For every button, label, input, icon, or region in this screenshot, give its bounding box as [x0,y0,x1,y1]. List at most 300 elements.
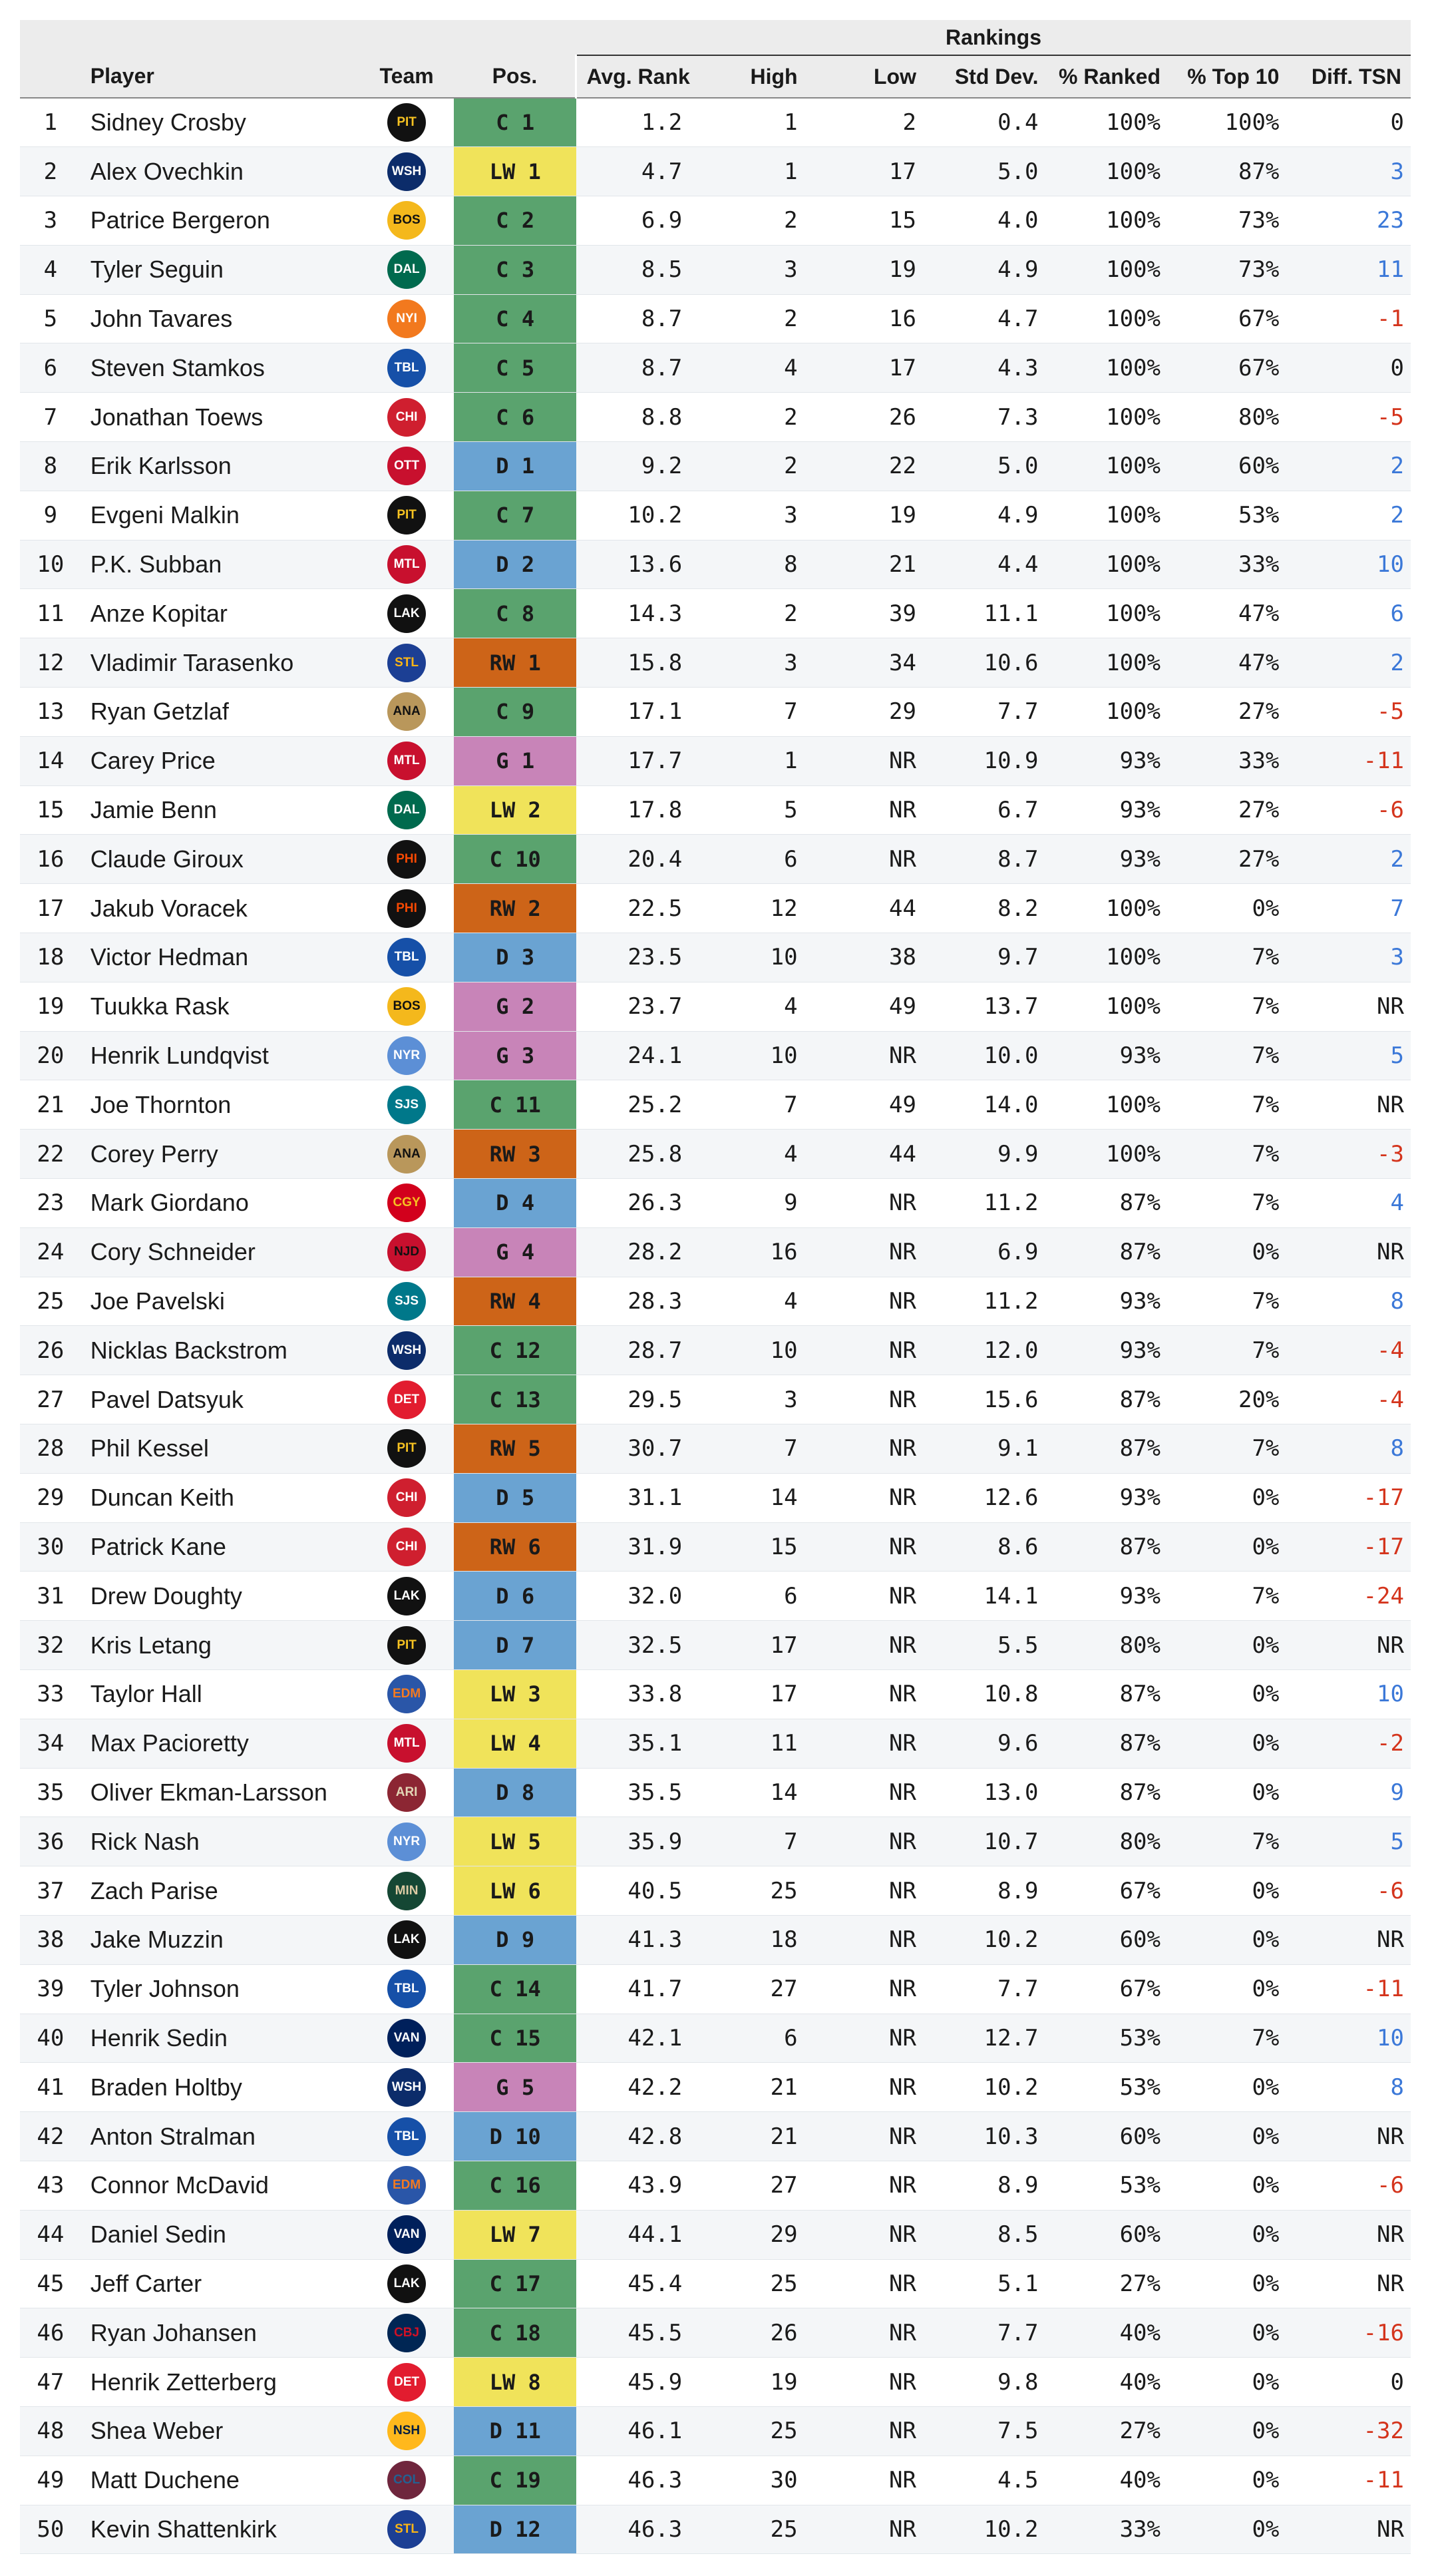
rank-cell: 21 [20,1080,81,1130]
pct-top10-value: 7% [1170,1572,1288,1621]
pct-ranked-value: 40% [1047,2456,1170,2505]
low-value: 17 [807,343,926,393]
table-body [20,98,1411,2554]
shark-logo-icon: SJS [387,1282,426,1321]
team-cell [359,1572,454,1621]
high-value: 4 [691,982,806,1031]
table-row [20,343,1411,393]
orca-logo-icon: VAN [387,2019,426,2057]
position-badge: C 12 [454,1326,576,1375]
col-header-diff-tsn: Diff. TSN [1288,55,1411,98]
position-badge: D 1 [454,442,576,491]
rank-cell: 23 [20,1179,81,1228]
pct-ranked-value: 93% [1047,1473,1170,1522]
player-name: Henrik Zetterberg [81,2358,359,2407]
std-dev-value: 5.5 [926,1621,1048,1670]
player-name: Jake Muzzin [81,1915,359,1964]
diff-tsn-value: 5 [1288,1031,1411,1080]
diff-tsn-value: 3 [1288,933,1411,982]
low-value: 2 [807,98,926,147]
avg-rank-value: 6.9 [576,196,691,246]
low-value: NR [807,1473,926,1522]
lightning-bolt-logo-icon: TBL [387,938,426,976]
diff-tsn-value: -2 [1288,1719,1411,1768]
diff-tsn-value: -11 [1288,1964,1411,2014]
team-cell [359,2210,454,2259]
col-header-rank [20,55,81,98]
team-cell [359,785,454,835]
avg-rank-value: 31.9 [576,1522,691,1572]
player-name: Ryan Johansen [81,2308,359,2358]
rank-cell: 4 [20,245,81,294]
diff-tsn-value: 23 [1288,196,1411,246]
player-name: Steven Stamkos [81,343,359,393]
high-value: 4 [691,1277,806,1326]
high-value: 1 [691,147,806,196]
pct-top10-value: 0% [1170,2063,1288,2112]
kings-crown-logo-icon: LAK [387,2264,426,2303]
team-cell [359,1227,454,1277]
team-cell [359,835,454,884]
diff-tsn-value: -6 [1288,1866,1411,1916]
team-cell [359,688,454,737]
table-row [20,491,1411,540]
table-row [20,1719,1411,1768]
avg-rank-value: 23.7 [576,982,691,1031]
table-row [20,884,1411,933]
rank-cell: 34 [20,1719,81,1768]
player-name: Tyler Johnson [81,1964,359,2014]
pct-ranked-value: 100% [1047,688,1170,737]
avg-rank-value: 32.0 [576,1572,691,1621]
player-name: Henrik Lundqvist [81,1031,359,1080]
player-name: P.K. Subban [81,540,359,589]
diff-tsn-value: NR [1288,2259,1411,2308]
low-value: NR [807,1866,926,1916]
diff-tsn-value: NR [1288,1080,1411,1130]
position-badge: C 14 [454,1964,576,2014]
pct-ranked-value: 100% [1047,294,1170,343]
position-badge: G 5 [454,2063,576,2112]
position-badge: C 16 [454,2161,576,2210]
table-row [20,1424,1411,1474]
eagle-logo-icon: WSH [387,152,426,191]
table-row [20,589,1411,638]
pct-top10-value: 33% [1170,540,1288,589]
high-value: 2 [691,196,806,246]
std-dev-value: 8.2 [926,884,1048,933]
position-badge: C 18 [454,2308,576,2358]
position-badge: RW 1 [454,638,576,688]
std-dev-value: 10.2 [926,2063,1048,2112]
table-row [20,1522,1411,1572]
table-row [20,2358,1411,2407]
team-cell [359,1964,454,2014]
avg-rank-value: 8.7 [576,294,691,343]
std-dev-value: 12.7 [926,2014,1048,2063]
header-group-spacer [20,20,576,55]
avg-rank-value: 20.4 [576,835,691,884]
table-row [20,1915,1411,1964]
blackhawk-head-logo-icon: CHI [387,398,426,437]
diff-tsn-value: 11 [1288,245,1411,294]
std-dev-value: 4.4 [926,540,1048,589]
low-value: NR [807,1964,926,2014]
shark-logo-icon: SJS [387,1086,426,1124]
position-badge: C 7 [454,491,576,540]
position-badge: LW 2 [454,785,576,835]
std-dev-value: 8.6 [926,1522,1048,1572]
player-name: Nicklas Backstrom [81,1326,359,1375]
diff-tsn-value: 10 [1288,2014,1411,2063]
pct-top10-value: 60% [1170,442,1288,491]
low-value: NR [807,1768,926,1817]
avg-rank-value: 8.7 [576,343,691,393]
rank-cell: 39 [20,1964,81,2014]
player-name: Jonathan Toews [81,393,359,442]
pct-ranked-value: 33% [1047,2505,1170,2554]
player-name: Jeff Carter [81,2259,359,2308]
high-value: 10 [691,1031,806,1080]
team-cell [359,1080,454,1130]
high-value: 2 [691,442,806,491]
pct-top10-value: 0% [1170,1227,1288,1277]
position-badge: D 6 [454,1572,576,1621]
penguin-logo-icon: PIT [387,103,426,142]
position-badge: C 15 [454,2014,576,2063]
std-dev-value: 6.9 [926,1227,1048,1277]
position-badge: LW 7 [454,2210,576,2259]
low-value: 19 [807,245,926,294]
pct-ranked-value: 100% [1047,1130,1170,1179]
diff-tsn-value: -4 [1288,1375,1411,1424]
table-row [20,736,1411,785]
diff-tsn-value: NR [1288,1915,1411,1964]
std-dev-value: 15.6 [926,1375,1048,1424]
pct-ranked-value: 93% [1047,1572,1170,1621]
high-value: 25 [691,2259,806,2308]
rank-cell: 14 [20,736,81,785]
pct-top10-value: 7% [1170,933,1288,982]
pct-top10-value: 87% [1170,147,1288,196]
pct-ranked-value: 27% [1047,2406,1170,2456]
avg-rank-value: 13.6 [576,540,691,589]
col-header-std-dev: Std Dev. [926,55,1048,98]
player-name: Patrice Bergeron [81,196,359,246]
pct-ranked-value: 87% [1047,1768,1170,1817]
std-dev-value: 10.2 [926,2505,1048,2554]
pct-top10-value: 0% [1170,1964,1288,2014]
team-cell [359,933,454,982]
team-cell [359,1326,454,1375]
position-badge: RW 5 [454,1424,576,1474]
player-name: Ryan Getzlaf [81,688,359,737]
high-value: 17 [691,1670,806,1719]
rank-cell: 26 [20,1326,81,1375]
table-row [20,835,1411,884]
diff-tsn-value: -16 [1288,2308,1411,2358]
rank-cell: 17 [20,884,81,933]
low-value: NR [807,2456,926,2505]
table-row [20,442,1411,491]
pct-ranked-value: 40% [1047,2308,1170,2358]
player-name: Tuukka Rask [81,982,359,1031]
flyers-logo-icon: PHI [387,889,426,928]
position-badge: C 10 [454,835,576,884]
rank-cell: 44 [20,2210,81,2259]
table-row [20,196,1411,246]
team-cell [359,2014,454,2063]
table-row [20,1768,1411,1817]
low-value: NR [807,2259,926,2308]
pct-ranked-value: 93% [1047,785,1170,835]
diff-tsn-value: -11 [1288,736,1411,785]
player-name: Evgeni Malkin [81,491,359,540]
predators-logo-icon: NSH [387,2412,426,2450]
avg-rank-value: 44.1 [576,2210,691,2259]
lightning-bolt-logo-icon: TBL [387,349,426,387]
table-row [20,147,1411,196]
diff-tsn-value: 0 [1288,98,1411,147]
low-value: 39 [807,589,926,638]
position-badge: RW 3 [454,1130,576,1179]
diff-tsn-value: 6 [1288,589,1411,638]
table-row [20,2014,1411,2063]
player-name: Alex Ovechkin [81,147,359,196]
high-value: 2 [691,393,806,442]
diff-tsn-value: NR [1288,2112,1411,2161]
high-value: 1 [691,98,806,147]
table-row [20,1375,1411,1424]
low-value: NR [807,1915,926,1964]
table-row [20,245,1411,294]
pct-top10-value: 7% [1170,1326,1288,1375]
pct-ranked-value: 60% [1047,1915,1170,1964]
team-cell [359,1621,454,1670]
avg-rank-value: 10.2 [576,491,691,540]
table-header [20,20,1411,98]
position-badge: C 9 [454,688,576,737]
pct-ranked-value: 100% [1047,196,1170,246]
avg-rank-value: 28.7 [576,1326,691,1375]
position-badge: C 19 [454,2456,576,2505]
low-value: NR [807,2161,926,2210]
header-column-row [20,55,1411,98]
std-dev-value: 7.7 [926,688,1048,737]
player-name: Anton Stralman [81,2112,359,2161]
pct-ranked-value: 93% [1047,1277,1170,1326]
low-value: NR [807,1227,926,1277]
std-dev-value: 9.8 [926,2358,1048,2407]
position-badge: D 9 [454,1915,576,1964]
high-value: 6 [691,2014,806,2063]
std-dev-value: 13.0 [926,1768,1048,1817]
rank-cell: 20 [20,1031,81,1080]
diff-tsn-value: -6 [1288,785,1411,835]
rank-cell: 16 [20,835,81,884]
col-header-player: Player [81,55,359,98]
blue-jackets-logo-icon: CBJ [387,2314,426,2352]
team-cell [359,1719,454,1768]
avg-rank-value: 46.3 [576,2505,691,2554]
table-row [20,294,1411,343]
table-row [20,2406,1411,2456]
team-cell [359,393,454,442]
blue-note-logo-icon: STL [387,2510,426,2549]
player-name: Taylor Hall [81,1670,359,1719]
std-dev-value: 10.6 [926,638,1048,688]
player-name: Victor Hedman [81,933,359,982]
table-row [20,1080,1411,1130]
std-dev-value: 11.2 [926,1277,1048,1326]
eagle-logo-icon: WSH [387,2068,426,2107]
diff-tsn-value: -3 [1288,1130,1411,1179]
devils-logo-icon: NJD [387,1233,426,1271]
col-header-team: Team [359,55,454,98]
high-value: 27 [691,2161,806,2210]
header-group-row [20,20,1411,55]
pct-top10-value: 0% [1170,2308,1288,2358]
high-value: 10 [691,1326,806,1375]
pct-top10-value: 0% [1170,2406,1288,2456]
player-name: Henrik Sedin [81,2014,359,2063]
team-cell [359,1866,454,1916]
high-value: 1 [691,736,806,785]
rank-cell: 40 [20,2014,81,2063]
team-cell [359,1179,454,1228]
high-value: 8 [691,540,806,589]
pct-top10-value: 67% [1170,343,1288,393]
rank-cell: 41 [20,2063,81,2112]
low-value: NR [807,2063,926,2112]
player-name: Tyler Seguin [81,245,359,294]
position-badge: D 10 [454,2112,576,2161]
rank-cell: 24 [20,1227,81,1277]
diff-tsn-value: 5 [1288,1817,1411,1866]
diff-tsn-value: -5 [1288,688,1411,737]
high-value: 17 [691,1621,806,1670]
pct-ranked-value: 100% [1047,638,1170,688]
pct-top10-value: 27% [1170,835,1288,884]
team-cell [359,1375,454,1424]
table-row [20,2505,1411,2554]
high-value: 25 [691,2505,806,2554]
table-row [20,1964,1411,2014]
pct-top10-value: 73% [1170,245,1288,294]
avg-rank-value: 17.8 [576,785,691,835]
pct-ranked-value: 67% [1047,1964,1170,2014]
std-dev-value: 11.1 [926,589,1048,638]
pct-top10-value: 0% [1170,2259,1288,2308]
avg-rank-value: 28.2 [576,1227,691,1277]
pct-ranked-value: 53% [1047,2063,1170,2112]
table-row [20,2210,1411,2259]
position-badge: D 12 [454,2505,576,2554]
player-name: Kris Letang [81,1621,359,1670]
pct-top10-value: 0% [1170,2210,1288,2259]
pct-ranked-value: 100% [1047,540,1170,589]
std-dev-value: 4.9 [926,245,1048,294]
rank-cell: 8 [20,442,81,491]
team-cell [359,245,454,294]
player-name: Claude Giroux [81,835,359,884]
low-value: NR [807,1375,926,1424]
pct-top10-value: 0% [1170,2505,1288,2554]
avg-rank-value: 35.9 [576,1817,691,1866]
blackhawk-head-logo-icon: CHI [387,1528,426,1566]
diff-tsn-value: -1 [1288,294,1411,343]
rank-cell: 49 [20,2456,81,2505]
rank-cell: 47 [20,2358,81,2407]
position-badge: C 2 [454,196,576,246]
pct-ranked-value: 87% [1047,1670,1170,1719]
position-badge: LW 5 [454,1817,576,1866]
std-dev-value: 7.7 [926,1964,1048,2014]
std-dev-value: 4.0 [926,196,1048,246]
low-value: 19 [807,491,926,540]
std-dev-value: 8.7 [926,835,1048,884]
pct-ranked-value: 100% [1047,933,1170,982]
diff-tsn-value: 7 [1288,884,1411,933]
penguin-logo-icon: PIT [387,1626,426,1665]
position-badge: LW 1 [454,147,576,196]
avg-rank-value: 24.1 [576,1031,691,1080]
table-row [20,2259,1411,2308]
star-logo-icon: DAL [387,791,426,829]
table-row [20,2112,1411,2161]
table-row [20,1621,1411,1670]
team-cell [359,638,454,688]
table-row [20,2308,1411,2358]
high-value: 18 [691,1915,806,1964]
high-value: 4 [691,1130,806,1179]
habs-logo-icon: MTL [387,545,426,584]
rank-cell: 32 [20,1621,81,1670]
team-cell [359,589,454,638]
std-dev-value: 9.6 [926,1719,1048,1768]
team-cell [359,982,454,1031]
player-name: Daniel Sedin [81,2210,359,2259]
std-dev-value: 12.6 [926,1473,1048,1522]
avg-rank-value: 17.1 [576,688,691,737]
team-cell [359,1473,454,1522]
avg-rank-value: 26.3 [576,1179,691,1228]
std-dev-value: 10.3 [926,2112,1048,2161]
diff-tsn-value: 10 [1288,540,1411,589]
std-dev-value: 9.1 [926,1424,1048,1474]
player-name: Duncan Keith [81,1473,359,1522]
rank-cell: 38 [20,1915,81,1964]
oilers-logo-icon: EDM [387,2166,426,2205]
std-dev-value: 14.0 [926,1080,1048,1130]
avg-rank-value: 1.2 [576,98,691,147]
blackhawk-head-logo-icon: CHI [387,1478,426,1517]
diff-tsn-value: 2 [1288,442,1411,491]
low-value: NR [807,2406,926,2456]
position-badge: D 2 [454,540,576,589]
pct-ranked-value: 67% [1047,1866,1170,1916]
low-value: 26 [807,393,926,442]
team-cell [359,1277,454,1326]
team-cell [359,1424,454,1474]
pct-top10-value: 0% [1170,1473,1288,1522]
diff-tsn-value: 10 [1288,1670,1411,1719]
kings-crown-logo-icon: LAK [387,594,426,633]
col-header-pos: Pos. [454,55,576,98]
pct-top10-value: 7% [1170,2014,1288,2063]
rank-cell: 43 [20,2161,81,2210]
rank-cell: 42 [20,2112,81,2161]
